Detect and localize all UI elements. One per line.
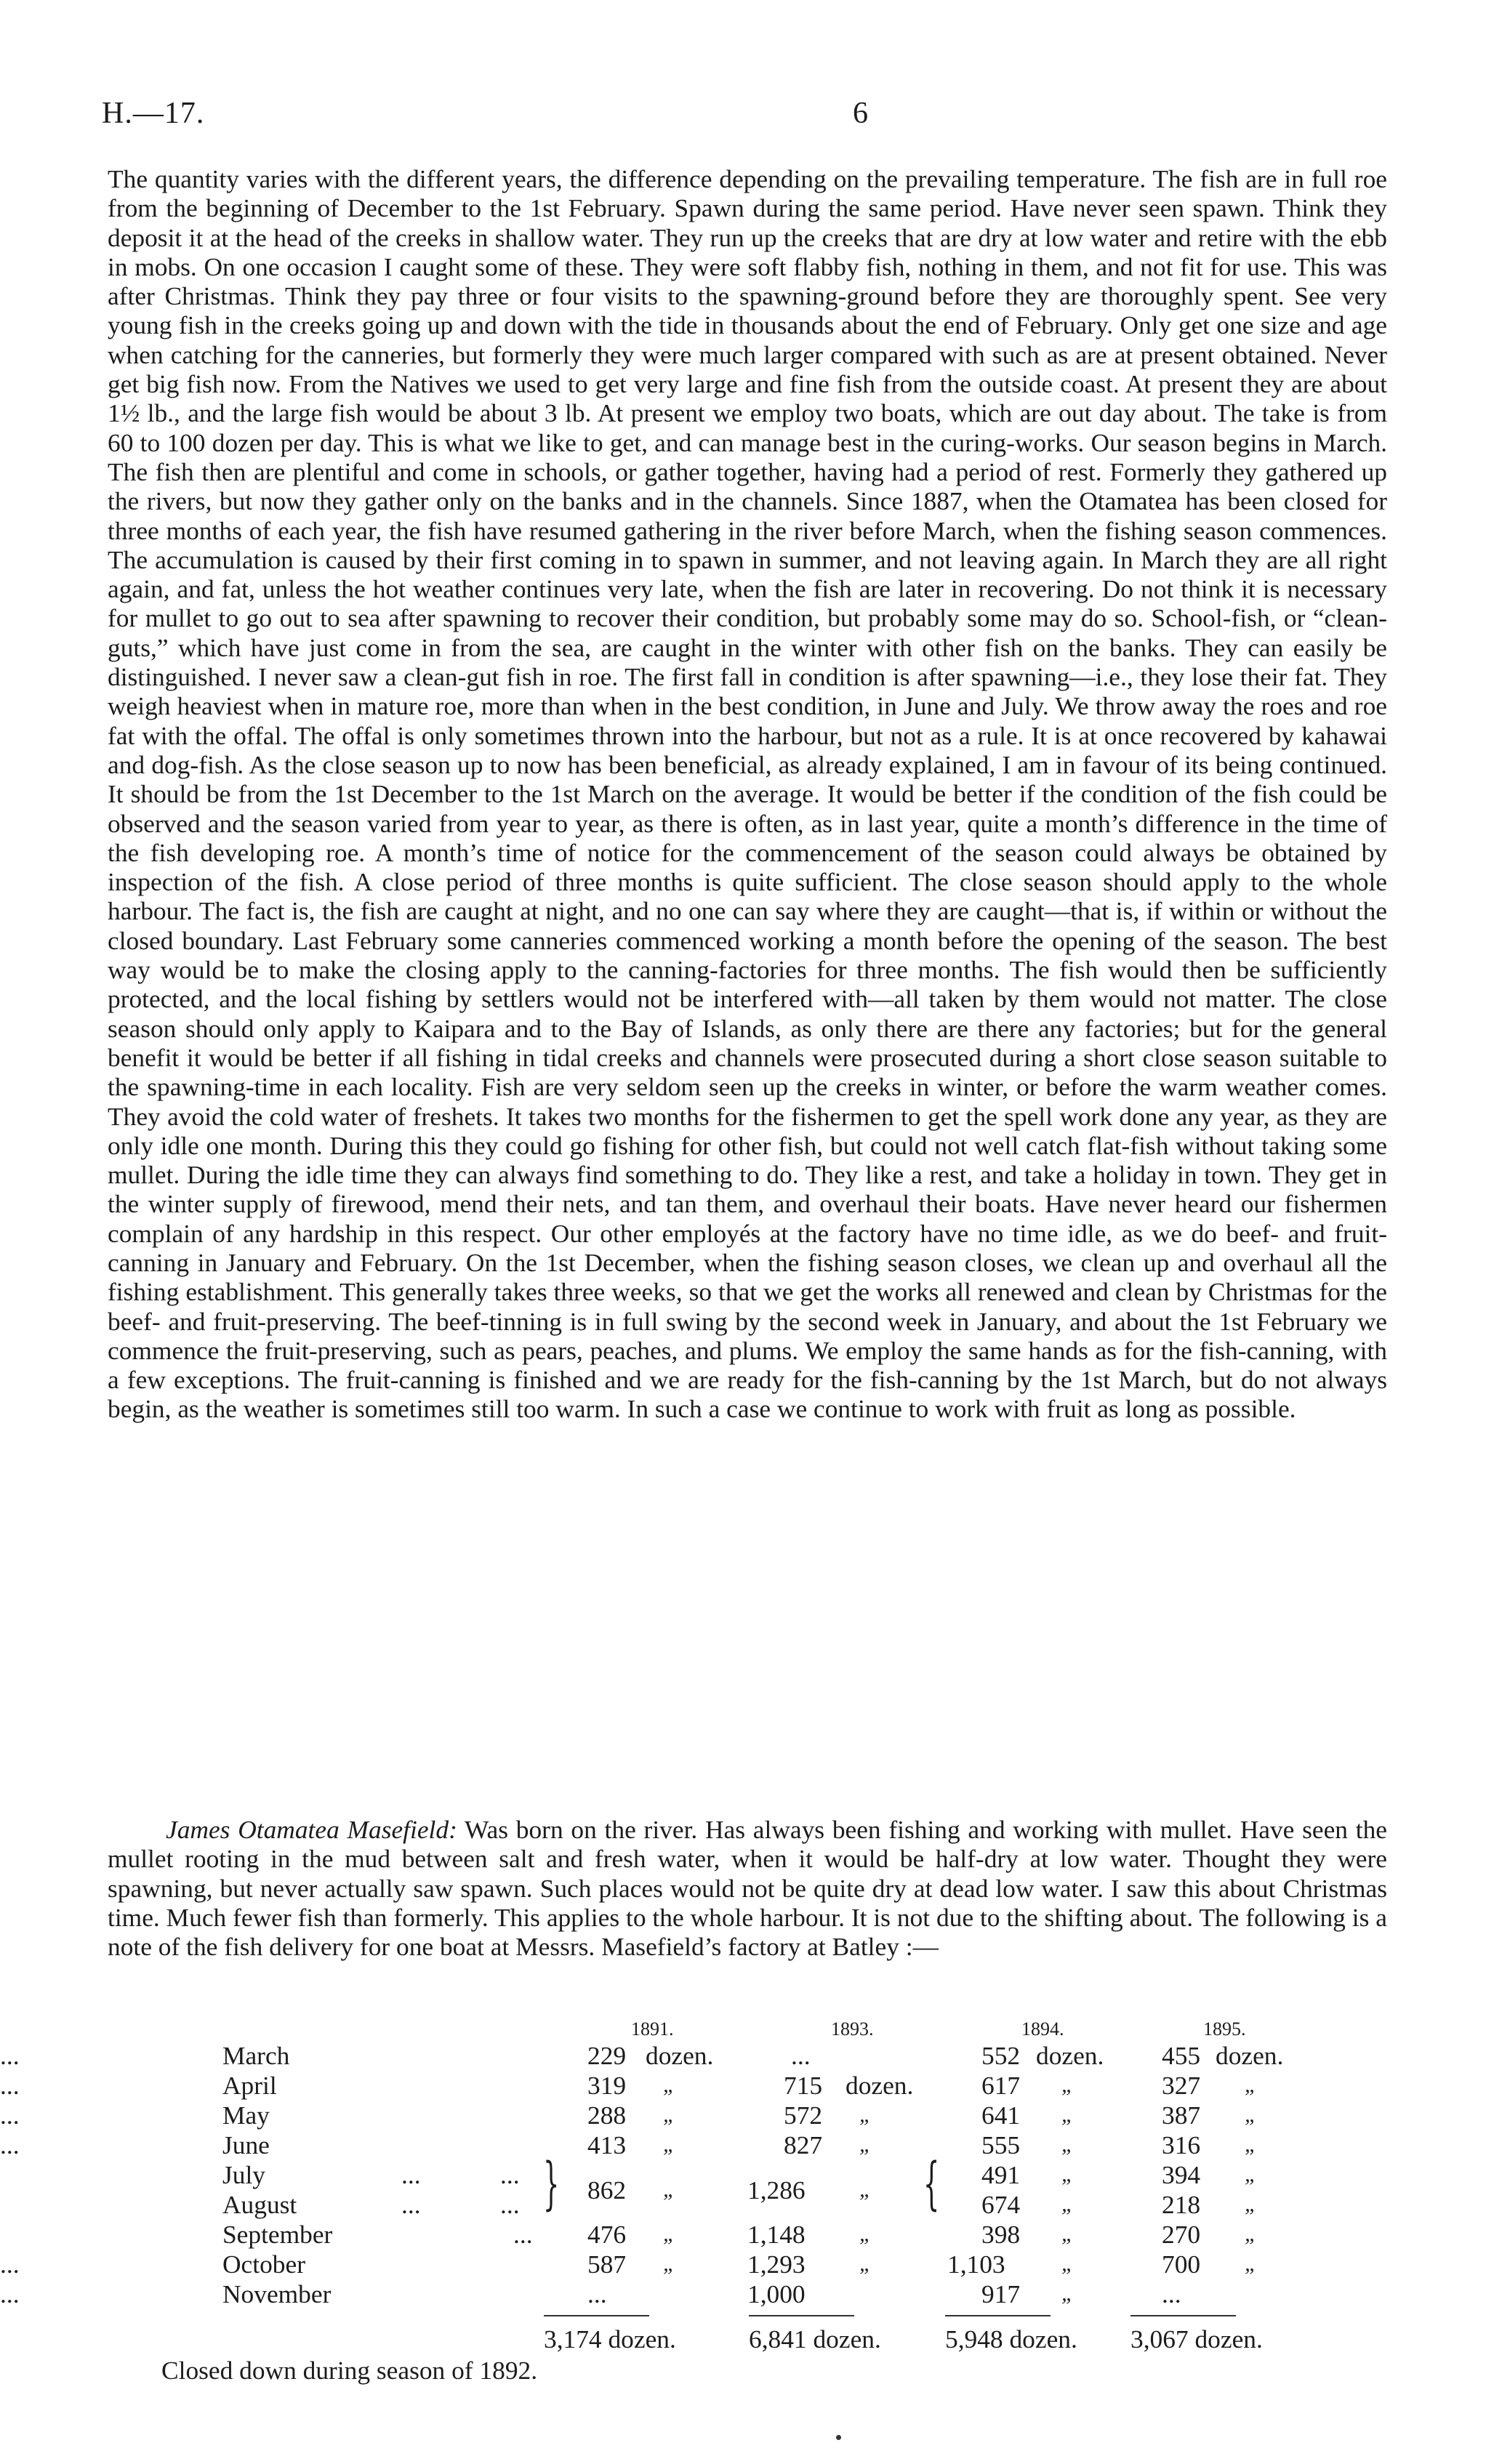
table-footnote: Closed down during season of 1892. bbox=[161, 2356, 538, 2385]
ditto-mark: „ bbox=[663, 2133, 675, 2157]
cell-1893: 1,293 bbox=[747, 2250, 806, 2279]
total-rule bbox=[1130, 2315, 1236, 2316]
leader-dots: ... bbox=[0, 2250, 20, 2279]
unit-label: dozen. bbox=[1216, 2041, 1284, 2070]
cell-1893: 572 bbox=[784, 2101, 823, 2130]
leader-dots: ... bbox=[0, 2071, 20, 2100]
leader-dots: ... bbox=[401, 2190, 421, 2219]
cell-1894: 641 bbox=[981, 2101, 1021, 2130]
cell-1895: 700 bbox=[1162, 2250, 1201, 2279]
total-rule bbox=[749, 2315, 854, 2316]
ditto-mark: „ bbox=[1061, 2252, 1074, 2276]
ditto-mark: „ bbox=[1245, 2192, 1257, 2216]
page-header bbox=[102, 96, 1396, 140]
unit-label: dozen. bbox=[646, 2041, 714, 2070]
ditto-mark: „ bbox=[1061, 2133, 1074, 2157]
witness-name: James Otamatea Masefield: bbox=[166, 1815, 457, 1844]
masefield-paragraph bbox=[108, 1815, 1387, 1961]
ditto-mark: „ bbox=[663, 2178, 675, 2202]
leader-dots: ... bbox=[0, 2279, 20, 2308]
ditto-mark: „ bbox=[1061, 2103, 1074, 2127]
leader-dots: ... bbox=[0, 2130, 20, 2159]
ditto-mark: „ bbox=[663, 2222, 675, 2246]
ditto-mark: „ bbox=[663, 2103, 675, 2127]
column-total: 5,948 dozen. bbox=[945, 2324, 1077, 2354]
ditto-mark: „ bbox=[1061, 2222, 1074, 2246]
ditto-mark: „ bbox=[859, 2222, 872, 2246]
cell-1893: 1,286 bbox=[747, 2175, 806, 2205]
unit-label: dozen. bbox=[1036, 2041, 1104, 2070]
leader-dots: ... bbox=[500, 2160, 520, 2189]
cell-1891: 587 bbox=[587, 2250, 627, 2279]
cell-1894: 555 bbox=[981, 2130, 1021, 2159]
ditto-mark: „ bbox=[859, 2178, 872, 2202]
unit-label: dozen. bbox=[846, 2071, 914, 2100]
cell-1891: 476 bbox=[587, 2220, 627, 2249]
ditto-mark: „ bbox=[1061, 2192, 1074, 2216]
cell-1895: 327 bbox=[1162, 2071, 1201, 2100]
ditto-mark: „ bbox=[1245, 2133, 1257, 2157]
ditto-mark: „ bbox=[1245, 2073, 1257, 2097]
month-label: July bbox=[222, 2160, 265, 2189]
cell-1891: 229 bbox=[587, 2041, 627, 2070]
brace: { bbox=[923, 2151, 940, 2217]
ditto-mark: „ bbox=[1245, 2222, 1257, 2246]
witness-text: Was born on the river. Has always been fishing and working with mullet. Have seen the mullet rooting in the mud between salt and fresh water, when it would be half-dry at low water. Thought they were spawning, but never actually saw spawn. Such places would not be quite dry at dead low water. I saw this about Christmas time. Much fewer fish than formerly. This applies to the whole harbour. It is not due to the shifting about. The following is a note of the fish delivery for one boat at Messrs. Masefield’s factory at Batley :— bbox=[108, 1815, 1387, 1962]
ditto-mark: „ bbox=[663, 2073, 675, 2097]
month-label: April bbox=[222, 2071, 277, 2100]
cell-1894: 491 bbox=[981, 2160, 1021, 2189]
page-mark bbox=[836, 2435, 841, 2440]
ditto-mark: „ bbox=[1245, 2103, 1257, 2127]
cell-1893: ... bbox=[791, 2041, 811, 2070]
cell-1895: 387 bbox=[1162, 2101, 1201, 2130]
cell-1894: 674 bbox=[981, 2190, 1021, 2219]
cell-1893: 715 bbox=[784, 2071, 823, 2100]
cell-1894: 617 bbox=[981, 2071, 1021, 2100]
document-reference: H.—17. bbox=[102, 97, 205, 130]
cell-1891: 319 bbox=[587, 2071, 627, 2100]
month-label: May bbox=[222, 2101, 270, 2130]
total-rule bbox=[945, 2315, 1051, 2316]
cell-1895: 270 bbox=[1162, 2220, 1201, 2249]
cell-1895: ... bbox=[1162, 2279, 1181, 2308]
cell-1895: 316 bbox=[1162, 2130, 1201, 2159]
ditto-mark: „ bbox=[859, 2133, 872, 2157]
month-label: October bbox=[222, 2250, 305, 2279]
leader-dots: ... bbox=[0, 2101, 20, 2130]
cell-1895: 394 bbox=[1162, 2160, 1201, 2189]
cell-1895: 455 bbox=[1162, 2041, 1201, 2070]
year-header: 1895. bbox=[1203, 2018, 1246, 2040]
page-number: 6 bbox=[853, 97, 868, 130]
ditto-mark: „ bbox=[1245, 2252, 1257, 2276]
cell-1894: 1,103 bbox=[947, 2250, 1005, 2279]
ditto-mark: „ bbox=[663, 2252, 675, 2276]
cell-1894: 398 bbox=[981, 2220, 1021, 2249]
year-header: 1893. bbox=[831, 2018, 874, 2040]
month-label: June bbox=[222, 2130, 270, 2159]
year-header: 1894. bbox=[1021, 2018, 1064, 2040]
leader-dots: ... bbox=[401, 2160, 421, 2189]
month-label: September bbox=[222, 2220, 333, 2249]
cell-1891: 288 bbox=[587, 2101, 627, 2130]
cell-1893: 1,148 bbox=[747, 2220, 806, 2249]
cell-1891: 862 bbox=[587, 2175, 627, 2205]
month-label: August bbox=[222, 2190, 297, 2219]
ditto-mark: „ bbox=[1245, 2162, 1257, 2186]
column-total: 3,174 dozen. bbox=[544, 2324, 676, 2354]
ditto-mark: „ bbox=[859, 2103, 872, 2127]
cell-1895: 218 bbox=[1162, 2190, 1201, 2219]
brace: } bbox=[543, 2151, 560, 2217]
leader-dots: ... bbox=[500, 2190, 520, 2219]
year-header: 1891. bbox=[631, 2018, 674, 2040]
cell-1891: ... bbox=[587, 2279, 607, 2308]
total-rule bbox=[544, 2315, 649, 2316]
cell-1894: 552 bbox=[981, 2041, 1021, 2070]
column-total: 6,841 dozen. bbox=[749, 2324, 881, 2354]
leader-dots: ... bbox=[0, 2041, 20, 2070]
column-total: 3,067 dozen. bbox=[1130, 2324, 1263, 2354]
leader-dots: ... bbox=[513, 2220, 533, 2249]
cell-1893: 827 bbox=[784, 2130, 823, 2159]
cell-1894: 917 bbox=[981, 2279, 1021, 2308]
ditto-mark: „ bbox=[1061, 2282, 1074, 2306]
month-label: March bbox=[222, 2041, 290, 2070]
month-label: November bbox=[222, 2279, 332, 2308]
ditto-mark: „ bbox=[1061, 2162, 1074, 2186]
ditto-mark: „ bbox=[859, 2252, 872, 2276]
testimony-paragraph: The quantity varies with the different years, the difference depending on the prevailing temperature. The fish are in full roe from the beginning of December to the 1st February. Spawn during the same period. Have never seen spawn. Think they deposit it at the head of the creeks in shallow water. They run up the creeks that are dry at low water and retire with the ebb in mobs. On one occasion I caught some of these. They were soft flabby fish, nothing in them, and not fit for use. This was after Christmas. Think they pay three or four visits to the spawning-ground before they are thoroughly spent. See very young fish in the creeks going up and down with the tide in thousands about the end of February. Only get one size and age when catching for the canneries, but formerly they were much larger compared with such as are at present obtained. Never get big fish now. From the Natives we used to get very large and fine fish from the outside coast. At present they are about 1½ lb., and the large fish would be about 3 lb. At present we employ two boats, which are out day about. The take is from 60 to 100 dozen per day. This is what we like to get, and can manage best in the curing-works. Our season begins in March. The fish then are plentiful and come in schools, or gather together, having had a period of rest. Formerly they gathered up the rivers, but now they gather only on the banks and in the channels. Since 1887, when the Otamatea has been closed for three months of each year, the fish have resumed gathering in the river before March, when the fishing season commences. The accumulation is caused by their first coming in to spawn in summer, and not leaving again. In March they are all right again, and fat, unless the hot weather continues very late, when the fish are later in recovering. Do not think it is necessary for mullet to go out to sea after spawning to recover their condition, but probably some may do so. School-fish, or “clean-guts,” which have just come in from the sea, are caught in the winter with other fish on the banks. They can easily be distinguished. I never saw a clean-gut fish in roe. The first fall in condition is after spawning—i.e., they lose their fat. They weigh heaviest when in mature roe, more than when in the best condition, in June and July. We throw away the roes and roe fat with the offal. The offal is only sometimes thrown into the harbour, but not as a rule. It is at once recovered by kahawai and dog-fish. As the close season up to now has been beneficial, as already explained, I am in favour of its being continued. It should be from the 1st December to the 1st March on the average. It would be better if the condition of the fish could be observed and the season varied from year to year, as there is often, as in last year, quite a month’s difference in the time of the fish developing roe. A month’s time of notice for the commencement of the season could always be obtained by inspection of the fish. A close period of three months is quite sufficient. The close season should apply to the whole harbour. The fact is, the fish are caught at night, and no one can say where they are caught—that is, if within or without the closed boundary. Last February some canneries commenced working a month before the opening of the season. The best way would be to make the closing apply to the canning-factories for three months. The fish would then be sufficiently protected, and the local fishing by settlers would not be interfered with—all taken by them would not matter. The close season should only apply to Kaipara and to the Bay of Islands, as only there are there any factories; but for the general benefit it would be better if all fishing in tidal creeks and channels were prosecuted during a short close season suitable to the spawning-time in each locality. Fish are very seldom seen up the creeks in winter, or before the warm weather comes. They avoid the cold water of freshets. It takes two months for the fishermen to get the spell work done any year, as they are only idle one month. During this they could go fishing for other fish, but could not well catch flat-fish without taking some mullet. During the idle time they can always find something to do. They like a rest, and take a holiday in town. They get in the winter supply of firewood, mend their nets, and tan them, and overhaul their boats. Have never heard our fishermen complain of any hardship in this respect. Our other employés at the factory have no time idle, as we do beef- and fruit-canning in January and February. On the 1st December, when the fishing season closes, we clean up and overhaul all the fishing establishment. This generally takes three weeks, so that we get the works all renewed and clean by Christmas for the beef- and fruit-preserving. The beef-tinning is in full swing by the second week in January, and about the 1st February we commence the fruit-preserving, such as pears, peaches, and plums. We employ the same hands as for the fish-canning, with a few exceptions. The fruit-canning is finished and we are ready for the fish-canning by the 1st March, but do not always begin, as the weather is sometimes still too warm. In such a case we continue to work with fruit as long as possible. bbox=[108, 164, 1387, 1424]
ditto-mark: „ bbox=[1061, 2073, 1074, 2097]
cell-1891: 413 bbox=[587, 2130, 627, 2159]
cell-1893: 1,000 bbox=[747, 2279, 806, 2308]
